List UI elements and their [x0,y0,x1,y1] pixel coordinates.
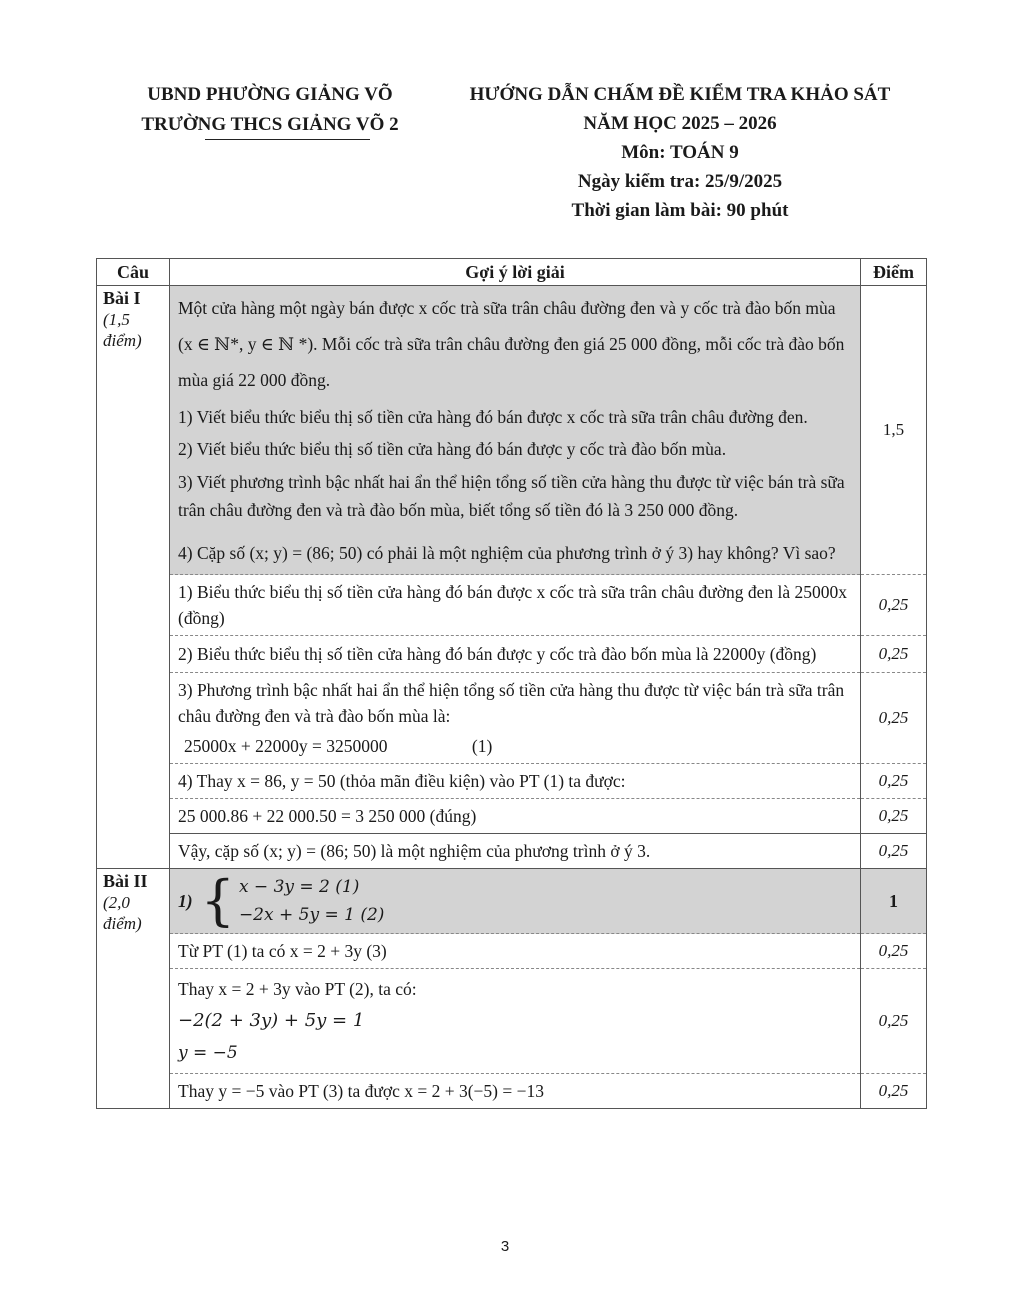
bai2-answer-2-line2: −2(2 + 3y) + 5y = 1 [178,1010,365,1031]
bai1-intro: Một cửa hàng một ngày bán được x cốc trà sữa trân châu đường đen và y cốc trà đào bốn mùa (x ∈ ℕ*, y ∈ ℕ *). Mỗi cốc trà sữa trân châu đường đen giá 25 000 đồng, mỗi cốc trà đào bốn mùa giá 22 000 đồng. [178,298,845,390]
bai1-answer-5-score: 0,25 [861,799,927,834]
header-underline [205,139,370,140]
exam-title: HƯỚNG DẪN CHẤM ĐỀ KIỂM TRA KHẢO SÁT [469,84,891,105]
exam-duration: Thời gian làm bài: 90 phút [571,200,789,221]
col-header-diem: Điểm [861,259,927,286]
bai2-answer-2-line3: y = −5 [178,1043,238,1063]
brace-icon: { [200,869,235,932]
bai1-answer-6-score: 0,25 [861,834,927,869]
bai1-answer-row [97,673,927,764]
bai1-question-row [97,286,927,575]
bai1-answer-4: 4) Thay x = 86, y = 50 (thỏa mãn điều kiện) vào PT (1) ta được: [170,764,861,799]
bai2-question-row [97,869,927,934]
bai2-answer-2-score: 0,25 [861,969,927,1074]
bai1-answer-4-score: 0,25 [861,764,927,799]
bai1-answer-3 [170,673,861,764]
col-header-goi-y: Gợi ý lời giải [170,259,861,286]
school-name: TRƯỜNG THCS GIẢNG VÕ 2 [141,114,399,135]
bai1-answer-6: Vậy, cặp số (x; y) = (86; 50) là một nghiệm của phương trình ở ý 3. [170,834,861,869]
bai1-q2: 2) Viết biểu thức biểu thị số tiền cửa hàng đó bán được y cốc trà đào bốn mùa. [178,439,727,459]
system-eq-1: x − 3y = 2 (1) [238,877,360,897]
bai1-answer-row [97,636,927,673]
page-number: 3 [500,1238,510,1255]
exam-header [440,80,920,225]
bai2-answer-3: Thay y = −5 vào PT (3) ta được x = 2 + 3(−5) = −13 [170,1074,861,1109]
bai1-answer-5: 25 000.86 + 22 000.50 = 3 250 000 (đúng) [170,799,861,834]
bai2-answer-row [97,969,927,1074]
bai2-question [170,869,861,934]
equation-system [178,869,852,932]
bai1-label-cell [97,286,170,869]
exam-date: Ngày kiểm tra: 25/9/2025 [577,171,783,192]
bai2-answer-1: Từ PT (1) ta có x = 2 + 3y (3) [170,934,861,969]
bai1-q1: 1) Viết biểu thức biểu thị số tiền cửa hàng đó bán được x cốc trà sữa trân châu đường đen. [178,407,808,427]
bai2-answer-3-score: 0,25 [861,1074,927,1109]
district-name: UBND PHƯỜNG GIẢNG VÕ [147,84,393,105]
bai2-name: Bài II [103,871,148,891]
bai1-points: (1,5 điểm) [103,310,142,350]
bai2-points: (2,0 điểm) [103,893,142,933]
bai1-name: Bài I [103,288,141,308]
bai1-q3: 3) Viết phương trình bậc nhất hai ẩn thể hiện tổng số tiền cửa hàng thu được từ việc bán trà sữa trân châu đường đen và trà đào bốn mùa, biết tổng số tiền đó là 3 250 000 đồng. [178,472,845,520]
bai2-answer-2-line1: Thay x = 2 + 3y vào PT (2), ta có: [178,979,417,999]
bai2-answer-row [97,1074,927,1109]
bai1-answer-row [97,764,927,799]
bai1-answer-3-text: 3) Phương trình bậc nhất hai ẩn thể hiện tổng số tiền cửa hàng thu được từ việc bán trà sữa trân châu đường đen và trà đào bốn mùa là: [178,680,845,726]
bai1-total-score: 1,5 [861,286,927,575]
bai1-answer-3-score: 0,25 [861,673,927,764]
grading-table [96,258,927,1109]
bai1-question [170,286,861,575]
bai2-q-score: 1 [861,869,927,934]
bai1-answer-1-score: 0,25 [861,575,927,636]
bai1-answer-2: 2) Biểu thức biểu thị số tiền cửa hàng đó bán được y cốc trà đào bốn mùa là 22000y (đồng) [170,636,861,673]
bai2-answer-1-score: 0,25 [861,934,927,969]
bai2-q-label: 1) [178,891,193,911]
col-header-cau: Câu [97,259,170,286]
bai1-answer-row [97,575,927,636]
bai1-answer-row [97,834,927,869]
subject: Môn: TOÁN 9 [621,142,739,163]
school-year: NĂM HỌC 2025 – 2026 [583,113,777,134]
bai1-answer-3-equation: 25000x + 22000y = 3250000 (1) [184,736,493,756]
bai2-answer-2 [170,969,861,1074]
system-eq-2: −2x + 5y = 1 (2) [238,905,385,925]
table-header-row [97,259,927,286]
bai2-label-cell [97,869,170,1109]
bai2-answer-row [97,934,927,969]
bai1-answer-1: 1) Biểu thức biểu thị số tiền cửa hàng đó bán được x cốc trà sữa trân châu đường đen là 25000x (đồng) [170,575,861,636]
bai1-answer-row [97,799,927,834]
school-header [100,80,440,140]
bai1-q4: 4) Cặp số (x; y) = (86; 50) có phải là một nghiệm của phương trình ở ý 3) hay không? Vì sao? [178,543,836,563]
bai1-answer-2-score: 0,25 [861,636,927,673]
